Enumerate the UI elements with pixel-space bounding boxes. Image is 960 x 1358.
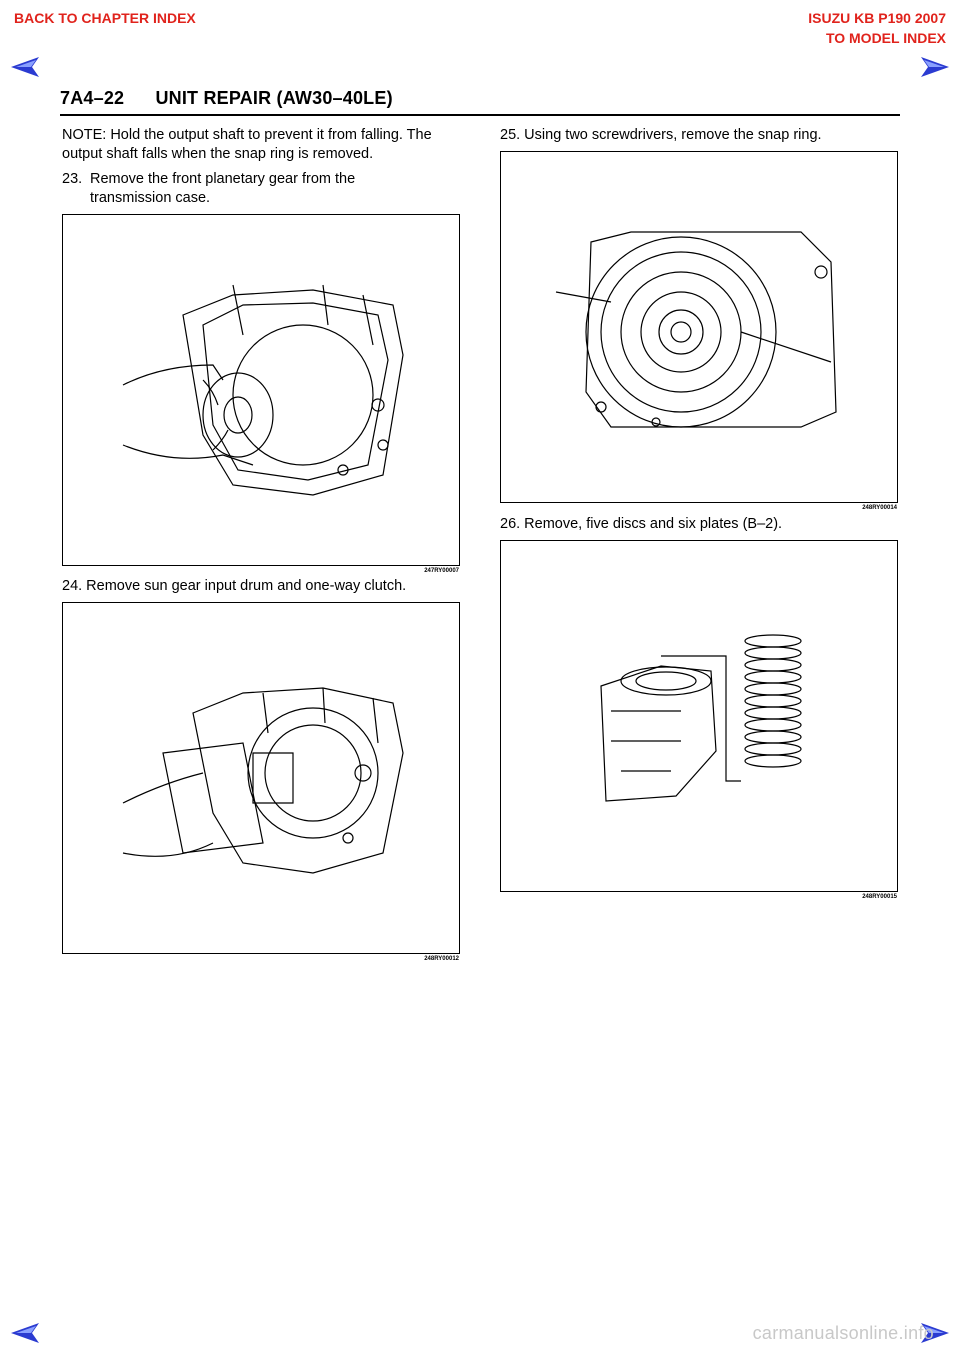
hand-removing-planetary-gear-illustration — [63, 215, 459, 565]
model-title: ISUZU KB P190 2007 — [808, 10, 946, 26]
previous-page-arrow-icon[interactable] — [10, 56, 40, 78]
step-26: 26. Remove, five discs and six plates (B–2). — [500, 516, 783, 532]
page-title: 7A4–22 UNIT REPAIR (AW30–40LE) — [60, 88, 393, 108]
step-25: 25. Using two screwdrivers, remove the snap ring. — [500, 127, 822, 143]
header-divider — [60, 114, 900, 116]
step-23-line-2: transmission case. — [90, 190, 211, 206]
figure-code: 248RY00014 — [862, 505, 897, 511]
disc-stack — [745, 635, 801, 767]
step-23 — [62, 170, 460, 208]
snap-ring-removal-illustration — [501, 152, 897, 502]
figure-discs-and-plates — [500, 540, 898, 900]
figure-sun-gear-drum-removal — [62, 602, 460, 962]
next-page-arrow-icon[interactable] — [920, 56, 950, 78]
step-23-number: 23. — [62, 171, 83, 187]
discs-and-plates-illustration — [501, 541, 897, 891]
watermark: carmanualsonline.info — [752, 1323, 934, 1343]
step-24: 24. Remove sun gear input drum and one-way clutch. — [62, 578, 407, 594]
step-23-line-1: Remove the front planetary gear from the — [90, 171, 356, 187]
figure-planetary-gear-removal — [62, 214, 460, 574]
hand-removing-sun-gear-drum-illustration — [63, 603, 459, 953]
previous-page-arrow-bottom-icon[interactable] — [10, 1322, 40, 1344]
figure-code: 248RY00015 — [862, 894, 897, 900]
to-model-index-link[interactable]: TO MODEL INDEX — [825, 30, 946, 46]
figure-code: 247RY00007 — [424, 568, 459, 574]
figure-snap-ring-removal — [500, 151, 898, 511]
back-to-chapter-index-link[interactable]: BACK TO CHAPTER INDEX — [14, 10, 196, 26]
figure-code: 248RY00012 — [424, 956, 459, 962]
note-text: NOTE: Hold the output shaft to prevent it from falling. The output shaft falls when the snap ring is removed. — [62, 127, 432, 162]
